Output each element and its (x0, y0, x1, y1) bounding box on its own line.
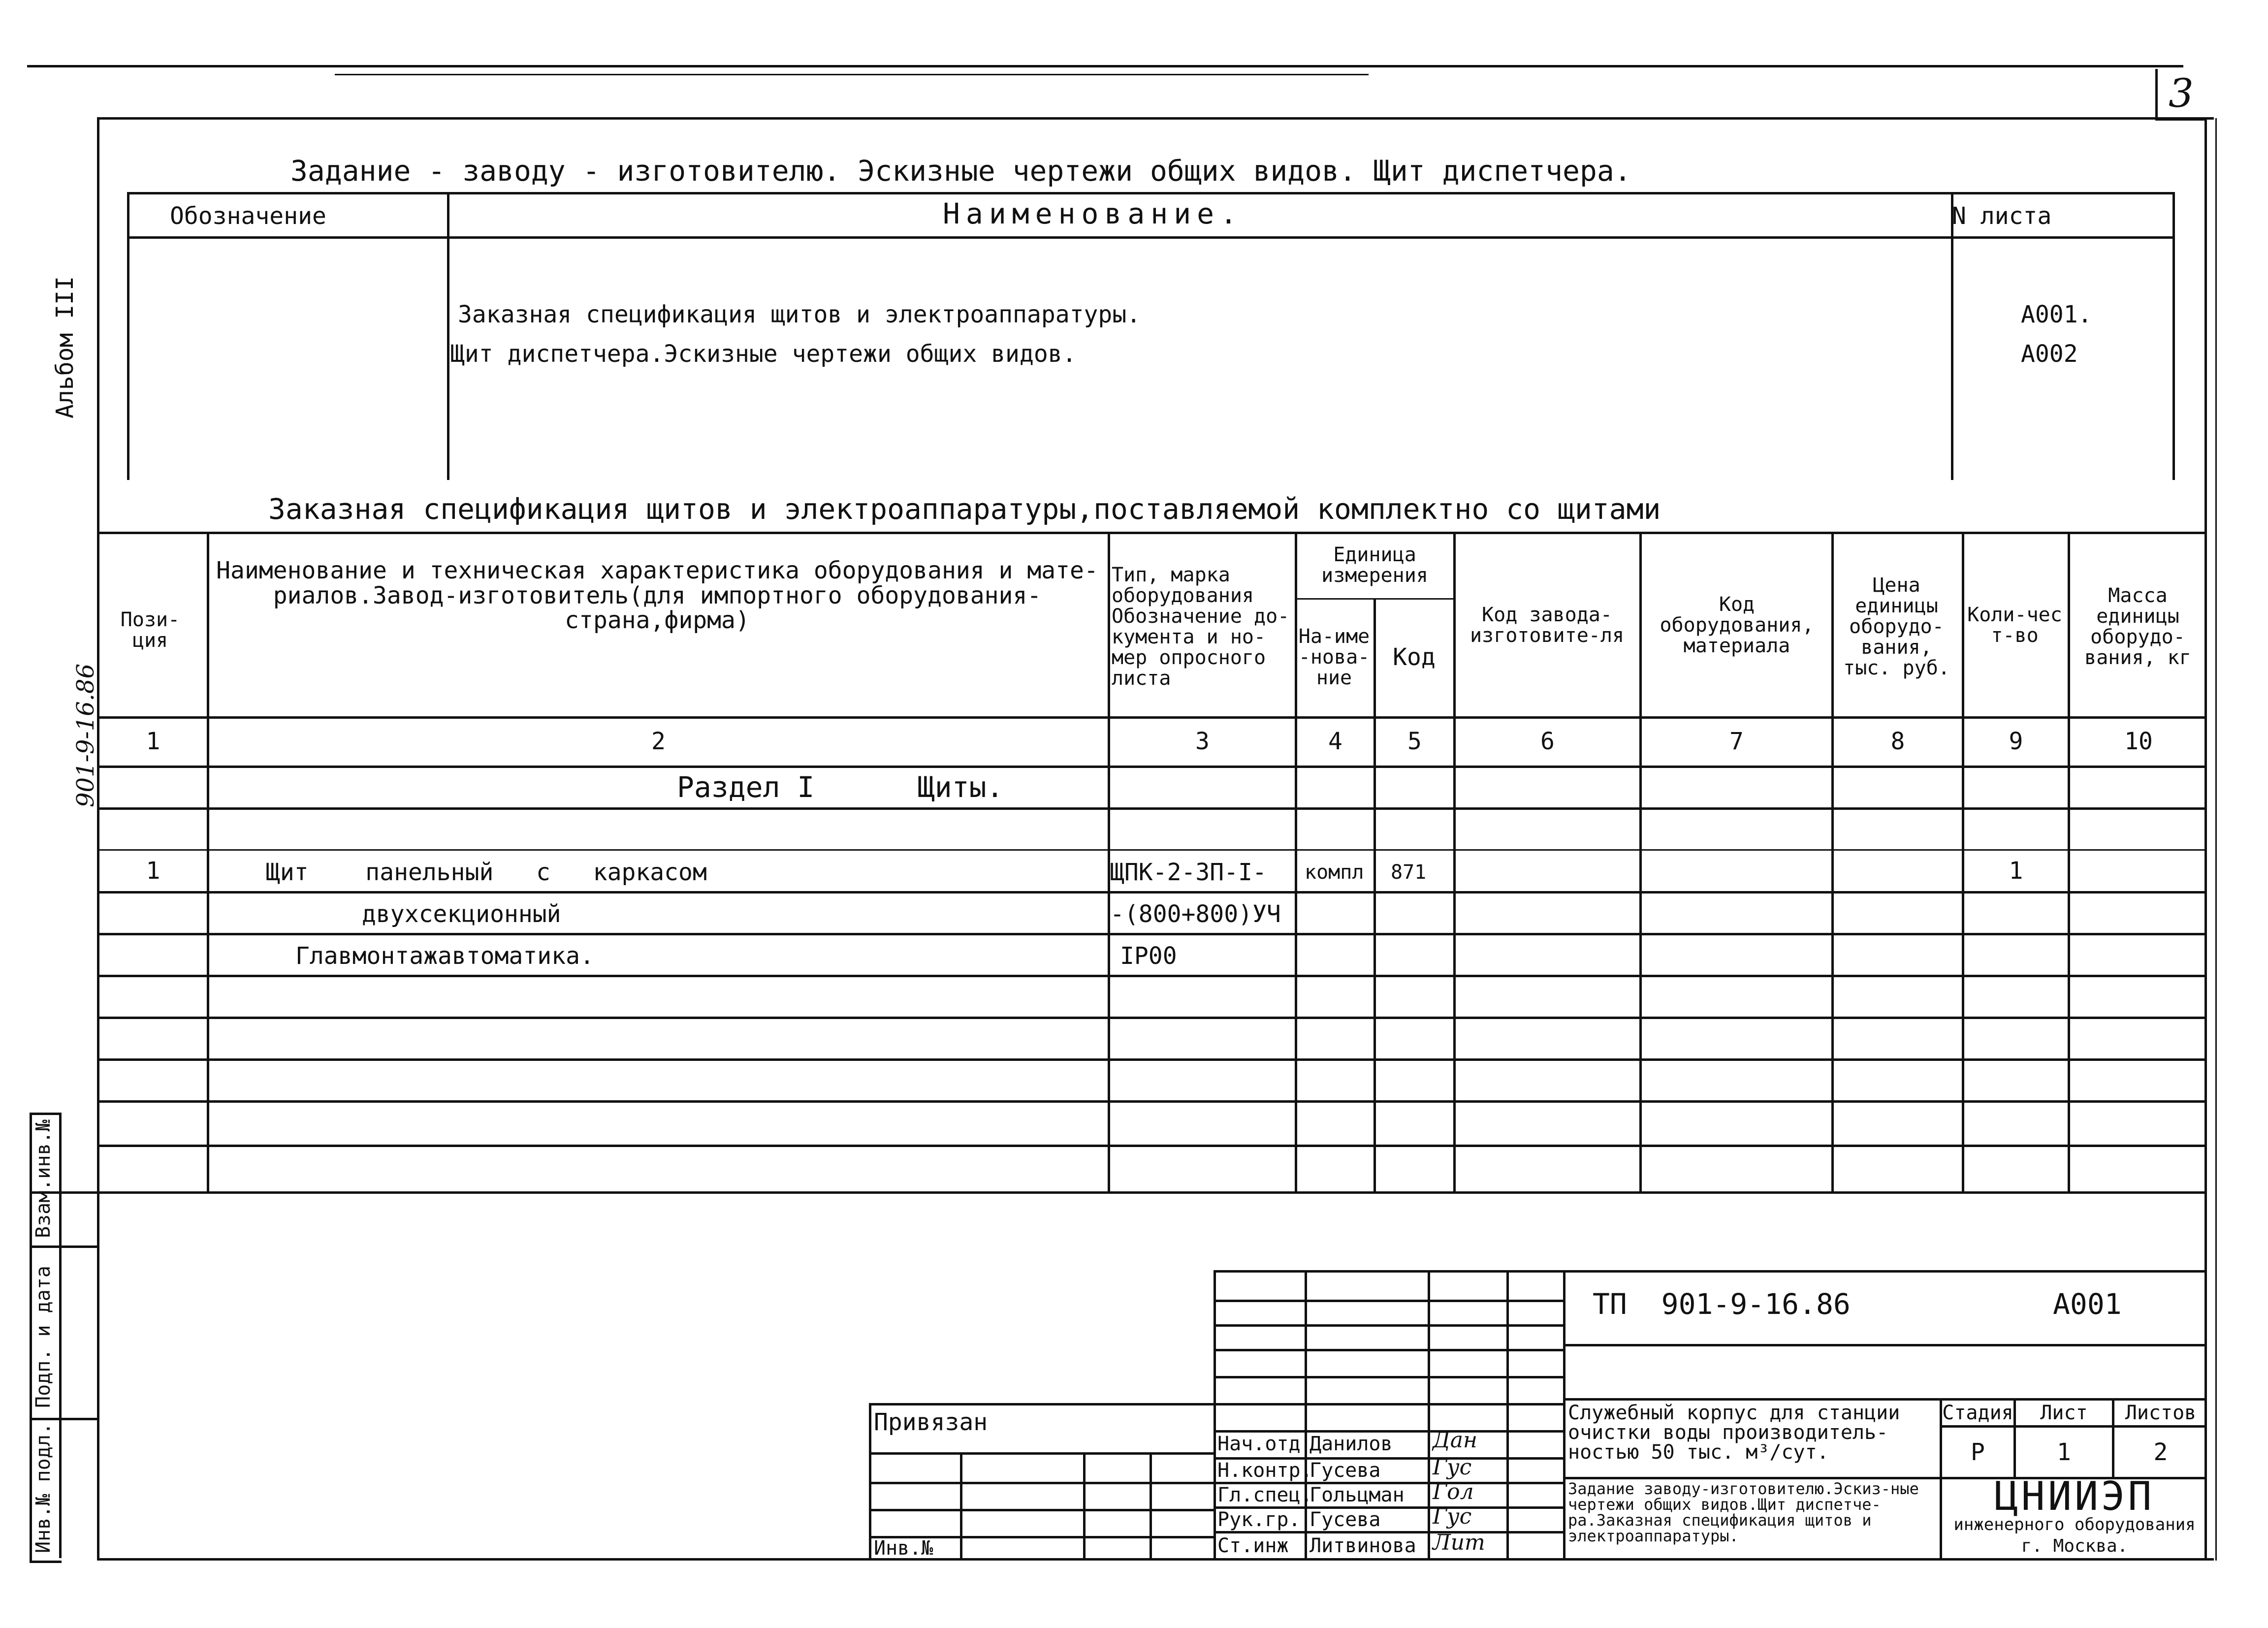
album-label: Альбом III (51, 276, 79, 418)
top-edge-line (27, 65, 2183, 67)
sheets-label: Листов (2125, 1402, 2197, 1424)
spec-header-mass: Масса единицы оборудо-вания, кг (2084, 584, 2191, 669)
contents-header-naimenovanie: Наименование. (943, 197, 1243, 230)
col-number: 10 (2124, 727, 2153, 755)
role-label: Рук.гр. (1217, 1508, 1301, 1531)
row-type: -(800+800)УЧ (1110, 900, 1281, 928)
contents-row-name: Щит диспетчера.Эскизные чертежи общих видов. (450, 340, 1077, 368)
side-stamp-inv: Инв.№ подл. (32, 1423, 55, 1553)
person-name: Литвинова (1310, 1534, 1416, 1557)
col-number: 3 (1195, 727, 1210, 755)
spec-header-equip-code: Код оборудования, материала (1660, 593, 1814, 657)
frame-right-outer (2215, 118, 2217, 1561)
spec-header-price: Цена единицы оборудо-вания, тыс. руб. (1843, 574, 1950, 679)
contents-table (127, 192, 2175, 480)
signature: Гус (1433, 1455, 1472, 1480)
spec-header-unit-name: На-име-нова-ние (1298, 625, 1370, 689)
signature: Дан (1433, 1428, 1477, 1453)
doc-title: Задание заводу-изготовителю.Эскиз-ные чертежи общих видов.Щит диспетче-ра.Заказная спецификация щитов и электроаппаратуры. (1568, 1479, 1919, 1545)
row-name: двухсекционный (362, 900, 561, 928)
signature: Лит (1433, 1530, 1485, 1555)
side-code: 901-9-16.86 (72, 663, 99, 807)
sheet-label: Лист (2040, 1402, 2088, 1424)
contents-row-sheet: А001. (2021, 301, 2092, 328)
spec-header-qty: Коли-чест-во (1967, 604, 2062, 647)
role-label: Ст.инж (1217, 1534, 1289, 1557)
col-number: 2 (651, 727, 666, 755)
org-sub: инженерного оборудования (1953, 1514, 2196, 1534)
spec-header-pos: Пози-ция (120, 608, 180, 652)
row-qty: 1 (2009, 857, 2023, 885)
project-name: Служебный корпус для станции очистки воды производитель-ностью 50 тыс. м³/сут. (1568, 1402, 1900, 1464)
col-number: 9 (2009, 727, 2023, 755)
spec-header-factory-code: Код завода-изготовите-ля (1469, 604, 1625, 647)
row-name: Главмонтажавтоматика. (295, 942, 594, 970)
spec-header-name: Наименование и техническая характеристика оборудования и мате-риалов.Завод-изготовитель(для импортного оборудования-страна,фирма) (216, 557, 1098, 635)
contents-row-sheet: А002 (2021, 340, 2078, 368)
spec-header-unit-group: Единица измерения (1321, 543, 1428, 587)
col-number: 4 (1328, 727, 1342, 755)
role-label: Н.контр. (1217, 1459, 1312, 1482)
spec-title: Заказная спецификация щитов и электроаппаратуры,поставляемой комплектно со щитами (268, 492, 1661, 526)
sheet-code: А001 (2053, 1287, 2122, 1321)
col-number: 5 (1407, 727, 1422, 755)
person-name: Гусева (1310, 1459, 1381, 1482)
frame-top (97, 117, 2214, 120)
side-stamp-vzam: Взам.инв.№ (32, 1119, 55, 1238)
row-name: Щит панельный с каркасом (266, 859, 707, 886)
row-unit: компл (1305, 861, 1364, 884)
inv-no-label: Инв.№ (874, 1537, 933, 1560)
stage-value: Р (1971, 1438, 1985, 1466)
signature: Гол (1433, 1479, 1474, 1504)
role-label: Гл.спец. (1217, 1484, 1312, 1506)
org-city: г. Москва. (2021, 1535, 2128, 1556)
person-name: Гольцман (1310, 1484, 1405, 1506)
contents-header-oboznachenie: Обозначение (170, 202, 326, 230)
top-edge-line-2 (335, 74, 1369, 75)
col-number: 7 (1729, 727, 1744, 755)
col-number: 1 (146, 727, 160, 755)
row-type: ЩПК-2-3П-I- (1110, 859, 1267, 886)
sheet-number: 3 (2169, 70, 2194, 116)
stage-label: Стадия (1942, 1402, 2013, 1424)
sheets-value: 2 (2153, 1438, 2168, 1466)
col-number: 6 (1540, 727, 1555, 755)
row-type: IP00 (1120, 942, 1177, 970)
contents-row-name: Заказная спецификация щитов и электроаппаратуры. (458, 301, 1141, 328)
org-name: ЦНИИЭП (1994, 1473, 2155, 1519)
side-stamp-podp: Подп. и дата (32, 1266, 55, 1408)
person-name: Данилов (1310, 1433, 1393, 1455)
spec-header-type: Тип, марка оборудования Обозначение до-кумента и но-мер опросного листа (1112, 563, 1290, 690)
spec-header-unit-code: Код (1393, 643, 1436, 671)
row-code: 871 (1391, 861, 1427, 884)
row-pos: 1 (146, 857, 160, 885)
sheet-value: 1 (2057, 1438, 2071, 1466)
doc-code: ТП 901-9-16.86 (1593, 1287, 1851, 1321)
contents-header-sheet: N листа (1952, 202, 2052, 230)
person-name: Гусева (1310, 1508, 1381, 1531)
spec-section: Раздел I Щиты. (677, 770, 1004, 804)
signature: Гус (1433, 1504, 1472, 1529)
col-number: 8 (1890, 727, 1905, 755)
task-title: Задание - заводу - изготовителю. Эскизные чертежи общих видов. Щит диспетчера. (290, 154, 1631, 188)
privyazan-label: Привязан (874, 1408, 988, 1436)
role-label: Нач.отд (1217, 1433, 1301, 1455)
